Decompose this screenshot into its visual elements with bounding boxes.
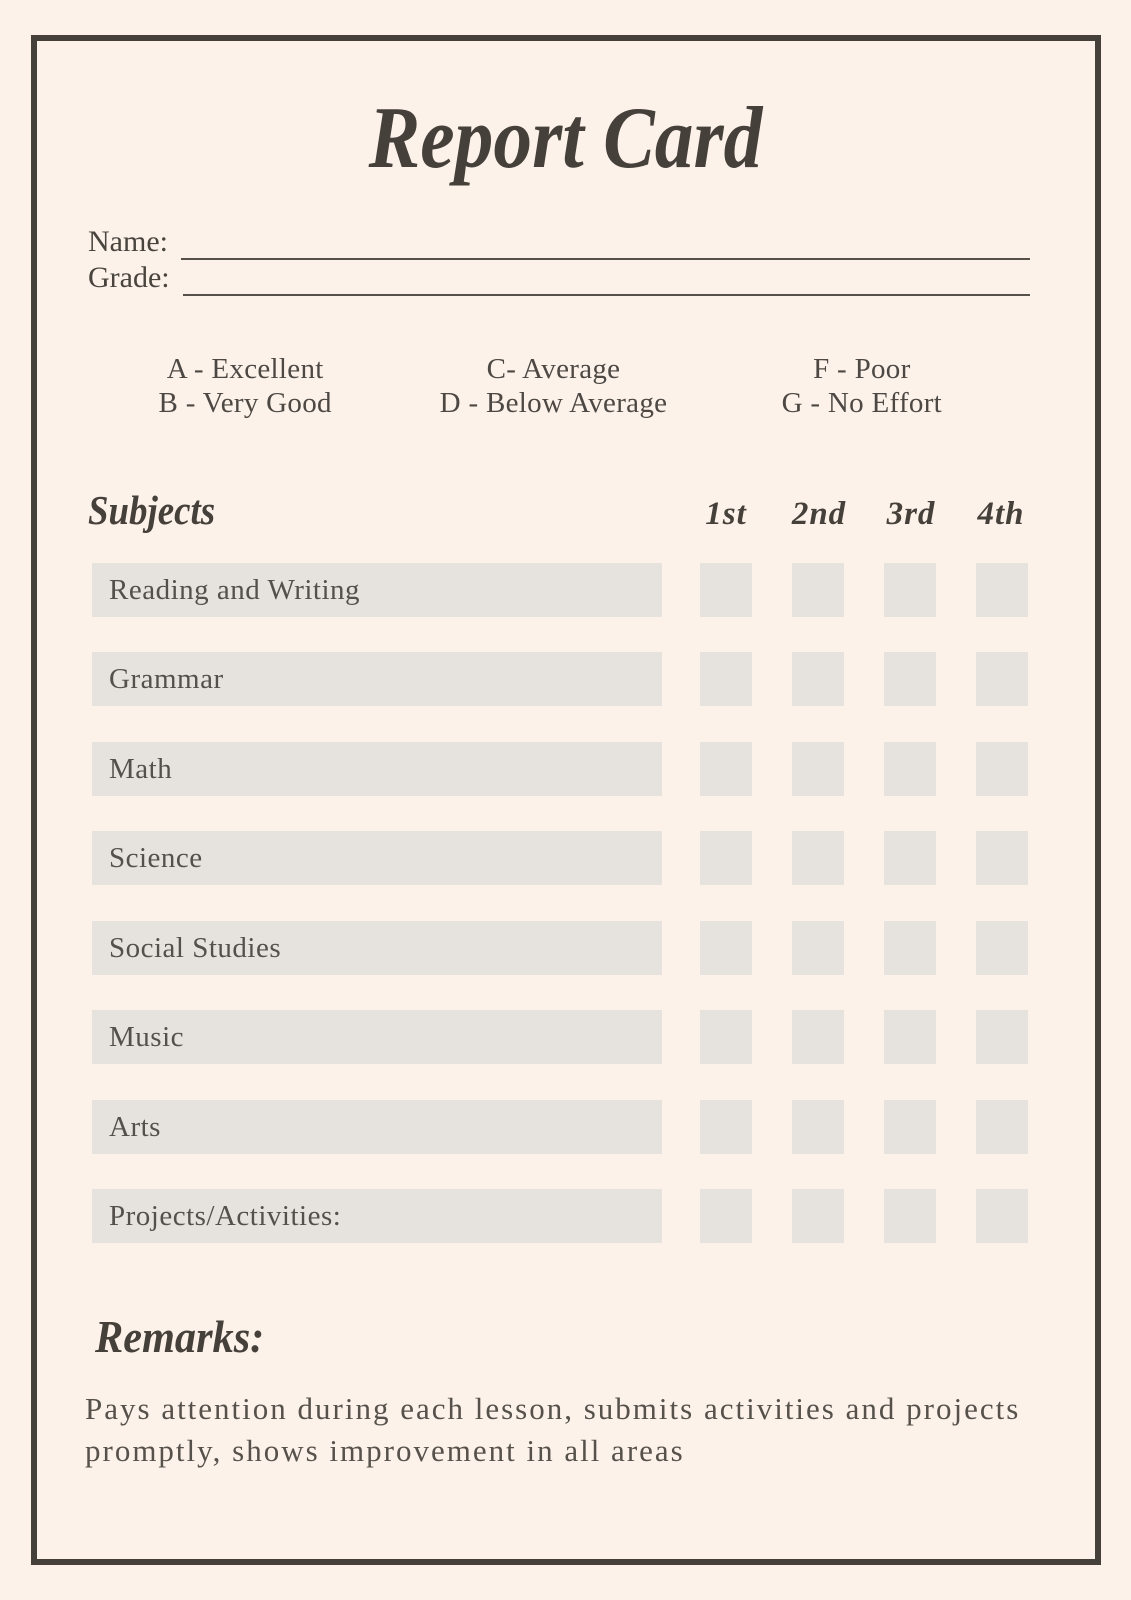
legend-item: F - Poor <box>813 353 911 385</box>
legend-item: B - Very Good <box>158 387 332 419</box>
legend-column-2 <box>399 352 707 420</box>
grade-cell[interactable] <box>700 1010 752 1064</box>
grade-cell[interactable] <box>792 921 844 975</box>
grade-cell[interactable] <box>792 563 844 617</box>
subject-row <box>0 1189 1131 1243</box>
grade-cell[interactable] <box>884 1100 936 1154</box>
grade-cell[interactable] <box>884 1010 936 1064</box>
grade-input-line[interactable] <box>183 262 1030 296</box>
grade-cell[interactable] <box>792 742 844 796</box>
legend-item: G - No Effort <box>781 387 943 419</box>
quarter-header-1st: 1st <box>705 496 747 532</box>
grade-cell[interactable] <box>700 652 752 706</box>
grade-cell[interactable] <box>976 1010 1028 1064</box>
grade-cell[interactable] <box>976 742 1028 796</box>
subject-row <box>0 1010 1131 1064</box>
subject-row <box>0 831 1131 885</box>
subject-label: Math <box>109 752 173 785</box>
subject-bar <box>92 1010 662 1064</box>
subject-bar <box>92 742 662 796</box>
grade-cell[interactable] <box>976 921 1028 975</box>
grade-cell[interactable] <box>700 563 752 617</box>
grade-label: Grade: <box>88 261 170 294</box>
grade-cell[interactable] <box>884 652 936 706</box>
grade-cell[interactable] <box>700 921 752 975</box>
legend-item: C- Average <box>486 353 621 385</box>
subjects-heading: Subjects <box>88 487 216 533</box>
grade-cell[interactable] <box>792 652 844 706</box>
grade-cell[interactable] <box>884 921 936 975</box>
grade-cell[interactable] <box>700 742 752 796</box>
grade-cell[interactable] <box>976 563 1028 617</box>
grade-cell[interactable] <box>700 1189 752 1243</box>
grade-cell[interactable] <box>700 831 752 885</box>
subject-bar <box>92 831 662 885</box>
grade-cell[interactable] <box>884 831 936 885</box>
subject-bar <box>92 1100 662 1154</box>
legend-column-1 <box>91 352 399 420</box>
subject-label: Grammar <box>109 662 224 695</box>
quarter-header-3rd: 3rd <box>886 496 936 532</box>
grading-legend <box>91 352 1016 420</box>
subject-label: Arts <box>109 1110 161 1143</box>
quarter-header-4th: 4th <box>977 496 1025 532</box>
subject-label: Social Studies <box>109 931 282 964</box>
grade-cell[interactable] <box>976 1189 1028 1243</box>
subject-bar <box>92 652 662 706</box>
subject-row <box>0 1100 1131 1154</box>
name-input-line[interactable] <box>181 226 1030 260</box>
grade-cell[interactable] <box>976 652 1028 706</box>
name-label: Name: <box>88 225 168 258</box>
subject-label: Reading and Writing <box>109 573 361 606</box>
grade-cell[interactable] <box>884 1189 936 1243</box>
page-title: Report Card <box>368 90 763 187</box>
grade-cell[interactable] <box>884 742 936 796</box>
subject-row <box>0 921 1131 975</box>
subject-label: Projects/Activities: <box>109 1199 342 1232</box>
remarks-heading: Remarks: <box>95 1311 265 1362</box>
subject-bar <box>92 1189 662 1243</box>
legend-item: D - Below Average <box>439 387 668 419</box>
name-field-row <box>88 226 1030 260</box>
grade-cell[interactable] <box>792 831 844 885</box>
grade-field-row <box>88 262 1030 296</box>
remarks-text: Pays attention during each lesson, submits activities and projects promptly, shows improvement in all areas <box>85 1391 1021 1468</box>
subject-bar <box>92 563 662 617</box>
subject-label: Music <box>109 1020 184 1053</box>
grade-cell[interactable] <box>976 1100 1028 1154</box>
grade-cell[interactable] <box>792 1010 844 1064</box>
grade-cell[interactable] <box>792 1189 844 1243</box>
grade-cell[interactable] <box>884 563 936 617</box>
subject-bar <box>92 921 662 975</box>
quarter-header-2nd: 2nd <box>791 496 847 532</box>
grade-cell[interactable] <box>976 831 1028 885</box>
subject-label: Science <box>109 841 203 874</box>
subject-row <box>0 652 1131 706</box>
legend-column-3 <box>708 352 1016 420</box>
legend-item: A - Excellent <box>166 353 324 385</box>
grade-cell[interactable] <box>700 1100 752 1154</box>
grade-cell[interactable] <box>792 1100 844 1154</box>
subject-row <box>0 563 1131 617</box>
subject-row <box>0 742 1131 796</box>
